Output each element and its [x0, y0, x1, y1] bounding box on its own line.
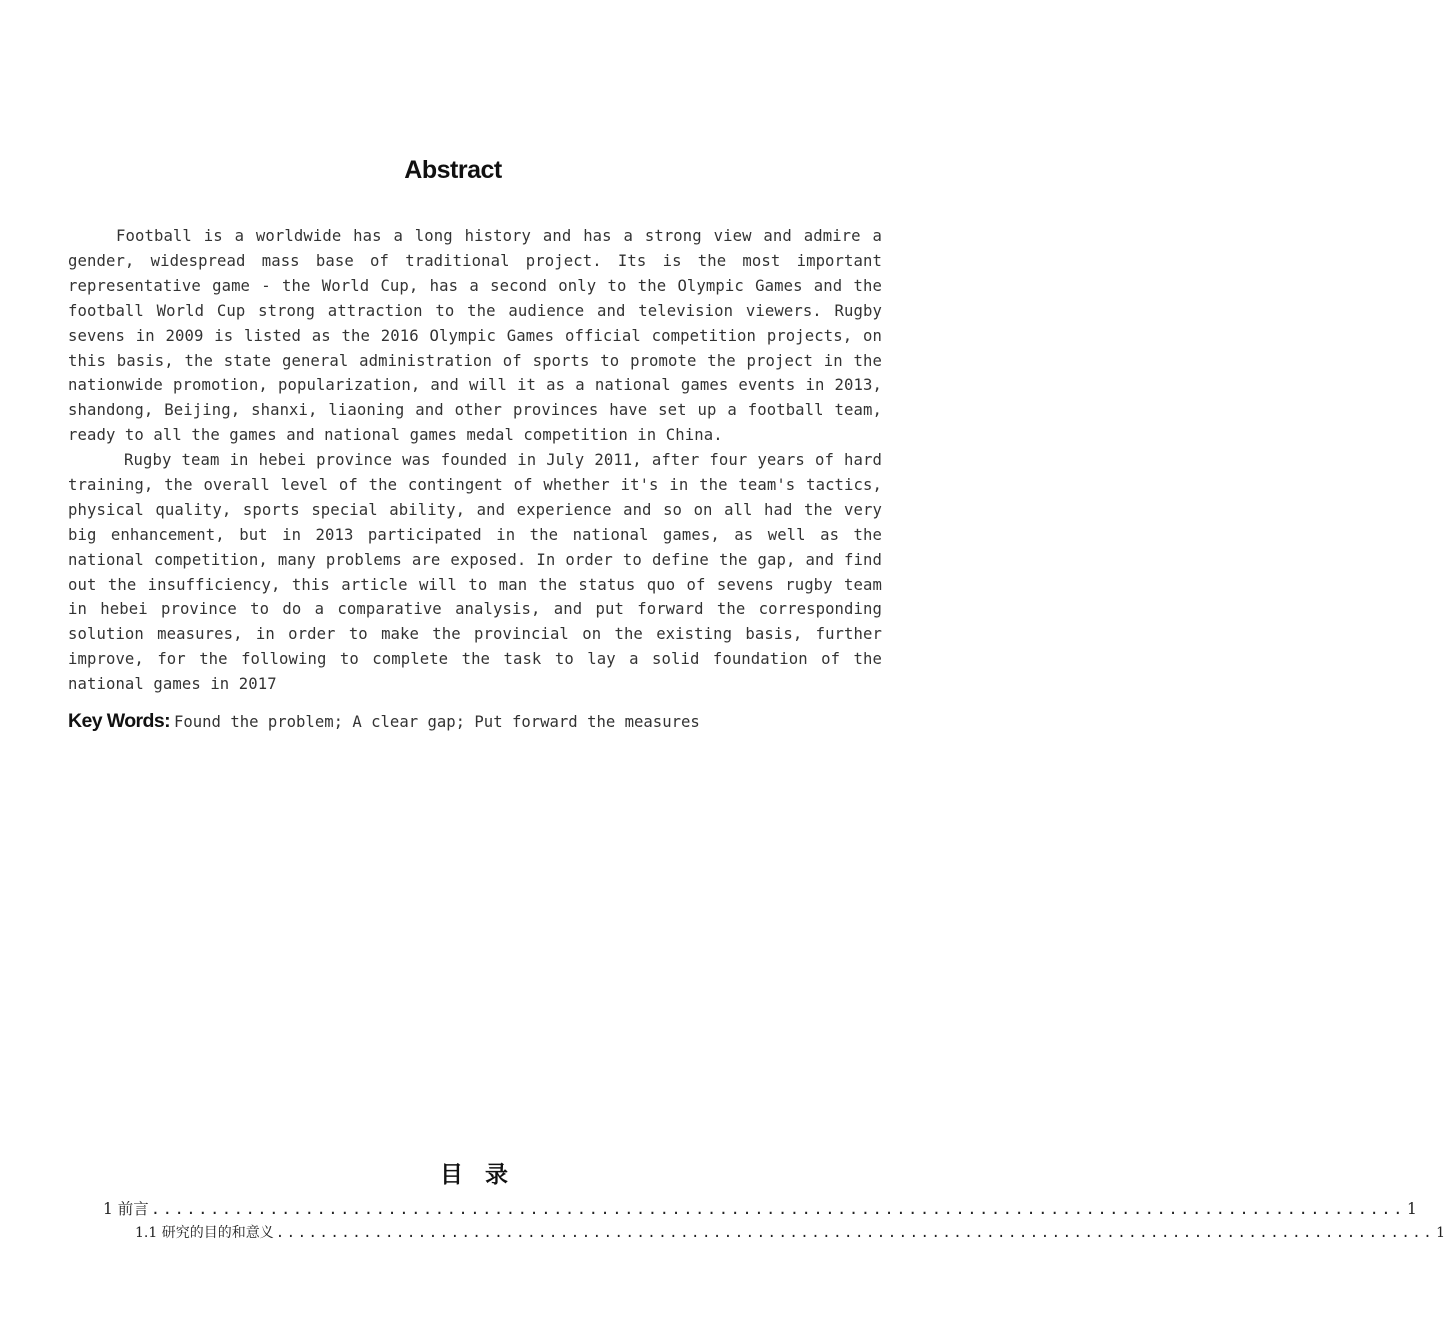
toc-leader-dots: .......................................................................................................... — [275, 1225, 1435, 1241]
toc-entry-page: 1 — [1406, 1200, 1417, 1218]
keywords-value: Found the problem; A clear gap; Put forward the measures — [174, 713, 700, 731]
abstract-paragraph-1: Football is a worldwide has a long history and has a strong view and admire a gender, widespread mass base of traditional project. Its is the most important representative game - the World Cup, has a second only to the Olympic Games and the football World Cup strong attraction to the audience and television viewers. Rugby sevens in 2009 is listed as the 2016 Olympic Games official competition projects, on this basis, the state general administration of sports to promote the project in the nationwide promotion, popularization, and will it as a national games events in 2013, shandong, Beijing, shanxi, liaoning and other provinces have set up a football team, ready to all the games and national games medal competition in China. — [68, 227, 882, 445]
abstract-paragraph-2: Rugby team in hebei province was founded in July 2011, after four years of hard training, the overall level of the contingent of whether it's in the team's tactics, physical quality, sports special ability, and experience and so on all had the very big enhancement, but in 2013 participated in the national games, as well as the national competition, many problems are exposed. In order to define the gap, and find out the insufficiency, this article will to man the status quo of sevens rugby team in hebei province to do a comparative analysis, and put forward the corresponding solution measures, in order to make the provincial on the existing basis, further improve, for the following to complete the task to lay a solid foundation of the national games in 2017 — [68, 451, 882, 694]
toc-entry[interactable] — [135, 1222, 1445, 1242]
keywords-line — [68, 710, 882, 733]
toc-entry-label: 1.1 研究的目的和意义 — [135, 1225, 274, 1241]
toc-leader-dots: .......................................................................................................... — [150, 1200, 1405, 1218]
abstract-title: Abstract — [404, 156, 502, 184]
toc-title: 目 录 — [439, 1162, 510, 1188]
toc-entry-label: 1 前言 — [103, 1200, 149, 1218]
keywords-label: Key Words: — [68, 710, 170, 732]
toc-entry[interactable] — [103, 1197, 1417, 1219]
toc-entry-page: 1 — [1436, 1225, 1445, 1241]
